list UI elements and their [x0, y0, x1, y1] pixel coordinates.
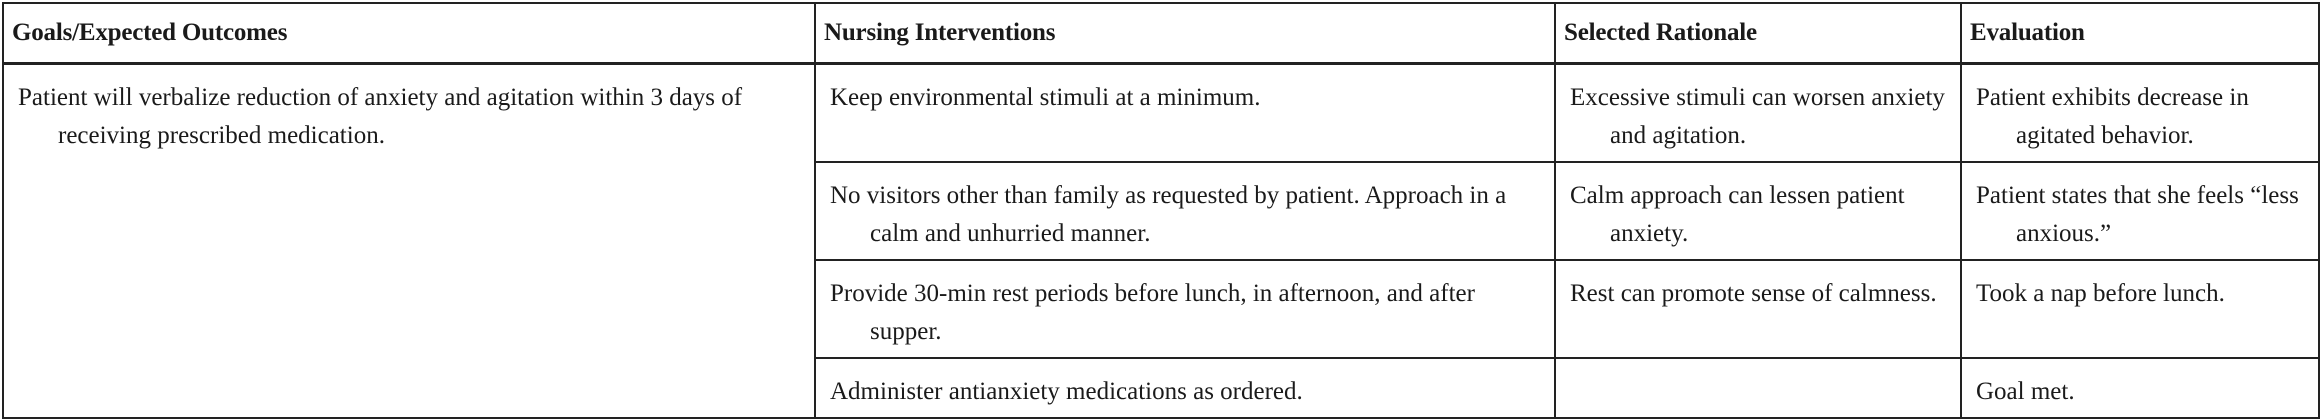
header-row: [3, 3, 2319, 64]
intervention-text: Provide 30-min rest periods before lunch, in afternoon, and after supper.: [830, 280, 1475, 345]
evaluation-text: Goal met.: [1976, 378, 2075, 405]
intervention-text: Keep environmental stimuli at a minimum.: [830, 84, 1261, 111]
intervention-text: Administer antianxiety medications as ordered.: [830, 378, 1303, 405]
care-plan-table: [2, 2, 2320, 419]
evaluation-text: Took a nap before lunch.: [1976, 280, 2225, 307]
evaluation-cell: [1961, 162, 2319, 260]
intervention-cell: [815, 162, 1555, 260]
intervention-cell: [815, 64, 1555, 163]
rationale-cell: [1555, 358, 1961, 418]
header-goals: Goals/Expected Outcomes: [3, 3, 815, 64]
goal-cell: [3, 64, 815, 419]
evaluation-cell: [1961, 358, 2319, 418]
evaluation-cell: [1961, 260, 2319, 358]
evaluation-text: Patient exhibits decrease in agitated behavior.: [1976, 84, 2249, 149]
rationale-text: Excessive stimuli can worsen anxiety and agitation.: [1570, 84, 1945, 149]
header-interventions: Nursing Interventions: [815, 3, 1555, 64]
table-row: [3, 64, 2319, 163]
intervention-cell: [815, 260, 1555, 358]
evaluation-cell: [1961, 64, 2319, 163]
intervention-text: No visitors other than family as requested by patient. Approach in a calm and unhurried manner.: [830, 182, 1507, 247]
rationale-text: Calm approach can lessen patient anxiety.: [1570, 182, 1905, 247]
rationale-text: Rest can promote sense of calmness.: [1570, 280, 1937, 307]
rationale-cell: [1555, 162, 1961, 260]
rationale-cell: [1555, 260, 1961, 358]
goal-text: Patient will verbalize reduction of anxiety and agitation within 3 days of receiving prescribed medication.: [18, 84, 743, 149]
rationale-cell: [1555, 64, 1961, 163]
header-evaluation: Evaluation: [1961, 3, 2319, 64]
evaluation-text: Patient states that she feels “less anxious.”: [1976, 182, 2299, 247]
header-rationale: Selected Rationale: [1555, 3, 1961, 64]
intervention-cell: [815, 358, 1555, 418]
